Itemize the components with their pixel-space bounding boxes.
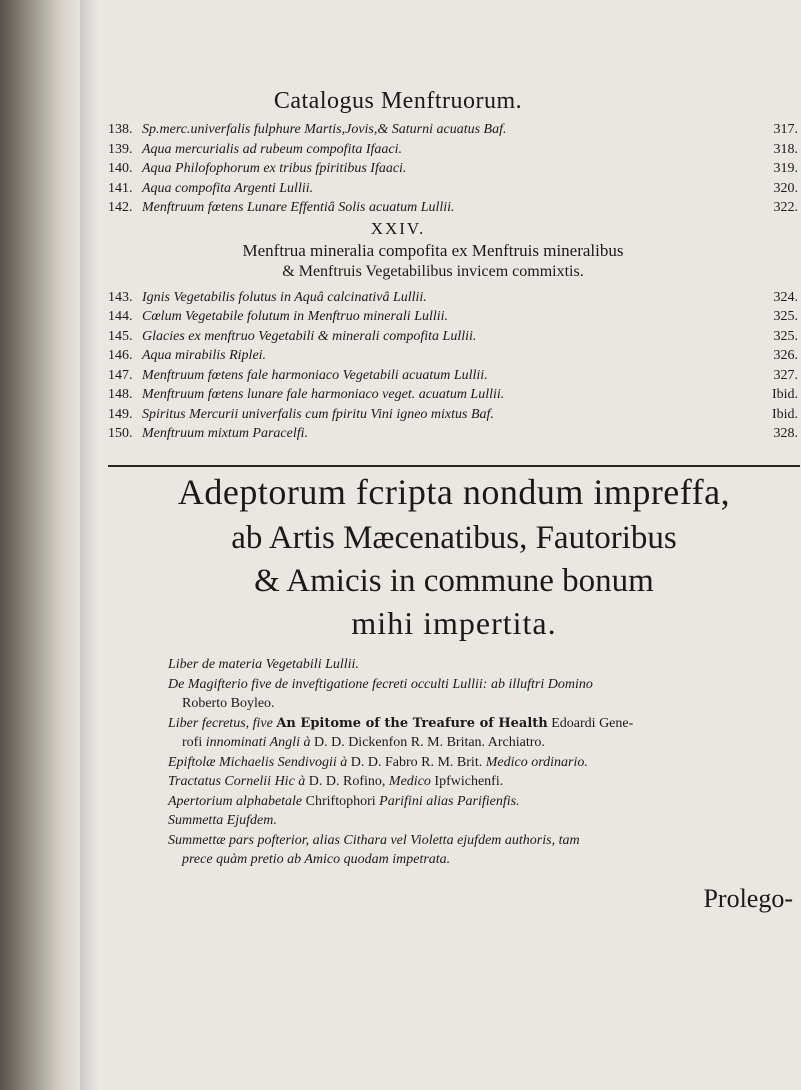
gutter-shadow xyxy=(80,0,98,1090)
book-author: rofi xyxy=(182,735,203,750)
book-title: Apertorium alphabetale xyxy=(168,793,303,809)
entry-page: 322. xyxy=(773,200,798,215)
catalogue-entry xyxy=(108,307,798,327)
catalogue-entry xyxy=(108,385,798,405)
entry-number: 142. xyxy=(108,200,133,215)
entry-number: 148. xyxy=(108,387,133,402)
book-title: Liber de materia Vegetabili Lullii. xyxy=(168,657,359,672)
book-title: Liber fecretus, five xyxy=(168,715,273,731)
entry-title: Ignis Vegetabilis folutus in Aquâ calcinativâ Lullii. xyxy=(142,289,427,305)
entries-bottom xyxy=(108,288,798,444)
book-entry xyxy=(168,792,798,812)
book-entry xyxy=(168,675,798,695)
book-title: Epiftolæ Michaelis Sendivogii à xyxy=(168,754,348,770)
entry-page: 318. xyxy=(773,141,798,157)
catalogue-entry xyxy=(108,288,798,308)
book-entry xyxy=(168,655,798,675)
book-entry-continued: Roberto Boyleo. xyxy=(182,696,275,711)
catchword: Prolego- xyxy=(703,884,793,913)
book-source: D. D. Dickenfon R. M. Britan. Archiatro. xyxy=(313,735,545,750)
entry-page: 320. xyxy=(773,180,798,196)
book-note: Medico xyxy=(388,774,431,789)
entry-title: Aqua compofita Argenti Lullii. xyxy=(142,180,314,196)
heading-line-4: mihi impertita. xyxy=(351,605,557,641)
entry-title: Menftruum fœtens lunare fale harmoniaco veget. acuatum Lullii. xyxy=(142,387,505,402)
entries-top xyxy=(108,120,798,218)
catalogue-entry xyxy=(108,120,798,140)
heading-line-1: Adeptorum fcripta nondum impreffa, xyxy=(177,472,731,512)
book-note: prece quàm pretio ab Amico quodam impetrata. xyxy=(182,852,451,867)
catalogue-entry xyxy=(108,346,798,366)
entry-number: 140. xyxy=(108,161,133,176)
entry-number: 146. xyxy=(108,348,133,363)
entry-title: Aqua mirabilis Riplei. xyxy=(142,348,267,363)
catalogue-entry xyxy=(108,424,798,444)
entry-page: 325. xyxy=(773,328,798,344)
book-entry xyxy=(168,714,798,734)
manuscripts-heading xyxy=(108,468,800,644)
entry-page: 325. xyxy=(773,309,798,324)
book-entry xyxy=(168,772,798,792)
book-entry xyxy=(168,811,798,831)
catalogue-entry xyxy=(108,179,798,199)
catalogue-entry xyxy=(108,366,798,386)
entry-page: 326. xyxy=(773,348,798,363)
entry-title: Menftruum fœtens Lunare Effentiâ Solis acuatum Lullii. xyxy=(142,200,455,215)
book-note: Parifini alias Parifienfis. xyxy=(379,793,520,809)
book-gutter xyxy=(0,0,80,1090)
entry-title: Cœlum Vegetabile folutum in Menftruo minerali Lullii. xyxy=(142,309,449,324)
entry-number: 149. xyxy=(108,406,133,422)
book-entry xyxy=(168,831,798,851)
book-entry-continued xyxy=(168,850,798,870)
book-author: Edoardi Gene- xyxy=(551,715,634,731)
book-source: D. D. Rofino, xyxy=(308,774,386,789)
entry-page: 327. xyxy=(773,367,798,383)
heading-line-3: & Amicis in commune bonum xyxy=(254,563,654,599)
entry-title: Aqua mercurialis ad rubeum compofita Ifaaci. xyxy=(142,141,403,157)
entry-title: Aqua Philofophorum ex tribus fpiritibus Ifaaci. xyxy=(142,161,407,176)
section-title-line2: & Menftruis Vegetabilibus invicem commixtis. xyxy=(282,262,584,280)
book-entry xyxy=(168,753,798,773)
entry-page: 319. xyxy=(773,161,798,176)
running-head: Catalogus Menftruorum. xyxy=(273,88,523,114)
book-note: innominati Angli à xyxy=(205,735,311,750)
book-title: Summetta Ejufdem. xyxy=(168,813,277,828)
section-title-line1: Menftrua mineralia compofita ex Menftruis mineralibus xyxy=(242,240,624,260)
entry-number: 144. xyxy=(108,309,133,324)
catalogue-entry xyxy=(108,405,798,425)
entry-title: Sp.merc.univerfalis fulphure Martis,Jovis,& Saturni acuatus Baf. xyxy=(142,122,507,137)
catalogue-entry xyxy=(108,198,798,218)
book-source: D. D. Fabro R. M. Brit. xyxy=(350,754,483,770)
catalogue-page xyxy=(108,88,798,444)
entry-number: 139. xyxy=(108,141,133,157)
entry-title: Glacies ex menftruo Vegetabili & minerali compofita Lullii. xyxy=(142,328,477,344)
manuscript-list xyxy=(168,655,798,870)
entry-number: 147. xyxy=(108,367,133,383)
entry-page: Ibid. xyxy=(771,387,798,402)
entry-number: 143. xyxy=(108,289,133,305)
catalogue-entry xyxy=(108,159,798,179)
section-number: XXIV. xyxy=(370,218,426,238)
book-title: Tractatus Cornelii Hic à xyxy=(168,774,306,789)
entry-number: 138. xyxy=(108,122,133,137)
section-divider-rule xyxy=(108,465,800,467)
entry-number: 150. xyxy=(108,426,133,441)
entry-page: 317. xyxy=(773,122,798,137)
entry-page: 328. xyxy=(773,426,798,441)
book-title: Summettæ pars pofterior, alias Cithara vel Violetta ejufdem authoris, tam xyxy=(168,832,580,848)
book-title: De Magifterio five de inveftigatione fecreti occulti Lullii: ab illuftri Domino xyxy=(168,676,593,692)
book-author: Chriftophori xyxy=(305,793,376,809)
book-note: Medico ordinario. xyxy=(485,754,588,770)
entry-number: 145. xyxy=(108,328,133,344)
entry-page: 324. xyxy=(773,289,798,305)
book-place: Ipfwichenfi. xyxy=(434,774,504,789)
entry-page: Ibid. xyxy=(771,406,798,422)
entry-title: Spiritus Mercurii univerfalis cum fpiritu Vini igneo mixtus Baf. xyxy=(142,406,494,422)
heading-line-2: ab Artis Mæcenatibus, Fautoribus xyxy=(231,520,677,556)
entry-number: 141. xyxy=(108,180,133,196)
catalogue-entry xyxy=(108,327,798,347)
catalogue-entry xyxy=(108,140,798,160)
book-entry-continued xyxy=(168,733,798,753)
entry-title: Menftruum fœtens fale harmoniaco Vegetabili acuatum Lullii. xyxy=(142,367,488,383)
blackletter-title: An Epitome of the Treafure of Health xyxy=(276,715,548,731)
entry-title: Menftruum mixtum Paracelfi. xyxy=(142,426,309,441)
